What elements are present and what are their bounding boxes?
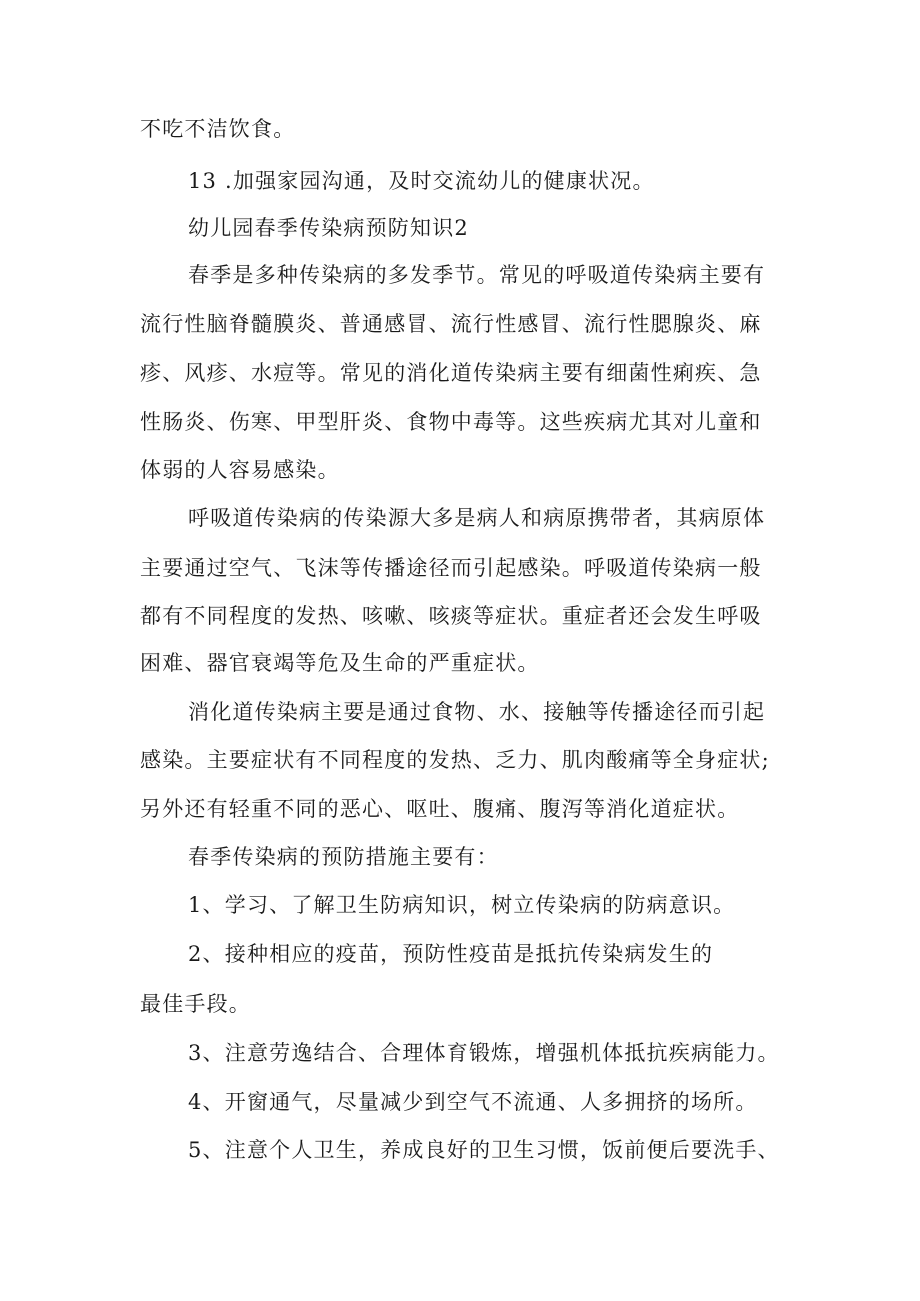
list-item-1: 1、学习、了解卫生防病知识，树立传染病的防病意识。 bbox=[188, 893, 736, 917]
paragraph-1-line: 性肠炎、伤寒、甲型肝炎、食物中毒等。这些疾病尤其对儿童和 bbox=[140, 410, 762, 434]
list-item-2: 2、接种相应的疫苗，预防性疫苗是抵抗传染病发生的 bbox=[188, 942, 714, 966]
measures-heading: 春季传染病的预防措施主要有： bbox=[188, 845, 499, 869]
paragraph-1-line: 疹、风疹、水痘等。常见的消化道传染病主要有细菌性痢疾、急 bbox=[140, 361, 762, 385]
list-item-13: 13 .加强家园沟通，及时交流幼儿的健康状况。 bbox=[188, 169, 655, 193]
paragraph-3-line: 消化道传染病主要是通过食物、水、接触等传播途径而引起 bbox=[188, 700, 766, 724]
section-heading: 幼儿园春季传染病预防知识2 bbox=[188, 216, 469, 240]
list-item-2-continuation: 最佳手段。 bbox=[140, 992, 251, 1016]
paragraph-2-line: 困难、器官衰竭等危及生命的严重症状。 bbox=[140, 651, 540, 675]
text-line: 不吃不洁饮食。 bbox=[140, 117, 296, 141]
list-item-3: 3、注意劳逸结合、合理体育锻炼，增强机体抵抗疾病能力。 bbox=[188, 1041, 780, 1065]
paragraph-3-line: 感染。主要症状有不同程度的发热、乏力、肌肉酸痛等全身症状; bbox=[140, 748, 770, 772]
list-item-5: 5、注意个人卫生，养成良好的卫生习惯，饭前便后要洗手、 bbox=[188, 1138, 780, 1162]
paragraph-1-line: 流行性脑脊髓膜炎、普通感冒、流行性感冒、流行性腮腺炎、麻 bbox=[140, 312, 762, 336]
paragraph-1-line: 春季是多种传染病的多发季节。常见的呼吸道传染病主要有 bbox=[188, 263, 766, 287]
paragraph-2-line: 呼吸道传染病的传染源大多是病人和病原携带者，其病原体 bbox=[188, 506, 766, 530]
paragraph-2-line: 都有不同程度的发热、咳嗽、咳痰等症状。重症者还会发生呼吸 bbox=[140, 604, 762, 628]
paragraph-1-line: 体弱的人容易感染。 bbox=[140, 458, 340, 482]
list-item-4: 4、开窗通气，尽量减少到空气不流通、人多拥挤的场所。 bbox=[188, 1090, 758, 1114]
paragraph-3-line: 另外还有轻重不同的恶心、呕吐、腹痛、腹泻等消化道症状。 bbox=[140, 797, 740, 821]
paragraph-2-line: 主要通过空气、飞沫等传播途径而引起感染。呼吸道传染病一般 bbox=[140, 556, 762, 580]
